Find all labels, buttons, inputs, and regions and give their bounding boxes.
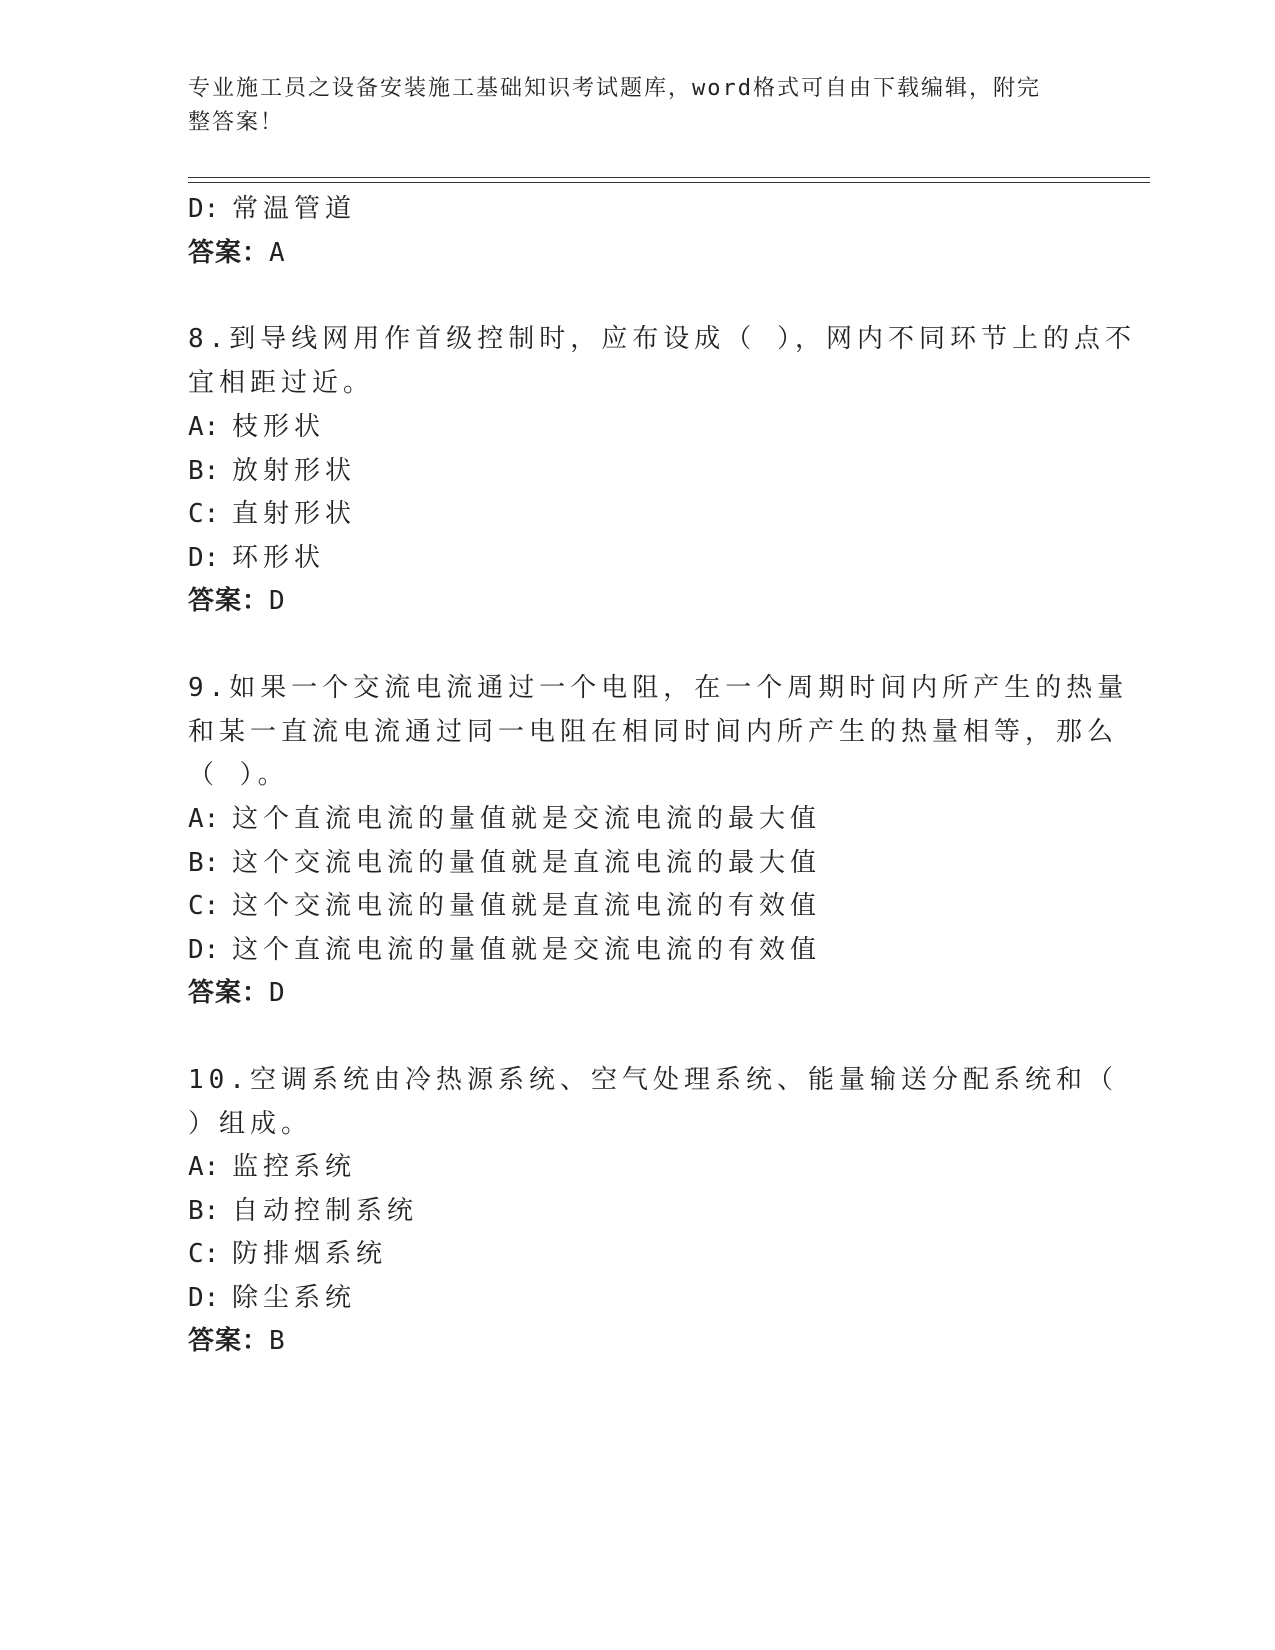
- answer-line: [188, 236, 287, 270]
- option-letter: D:: [188, 935, 220, 965]
- question-8-option-b: [188, 454, 356, 488]
- option-text: 常温管道: [232, 194, 357, 224]
- option-letter: D:: [188, 543, 220, 573]
- answer-label: 答案：: [188, 978, 270, 1008]
- answer-value: A: [269, 238, 287, 268]
- answer-value: D: [269, 586, 287, 616]
- question-10-option-a: [188, 1150, 356, 1184]
- question-8-stem-line-1: 8.到导线网用作首级控制时，应布设成（ ），网内不同环节上的点不: [188, 324, 1136, 354]
- option-text: 除尘系统: [232, 1283, 357, 1313]
- option-letter: A:: [188, 1152, 220, 1182]
- option-d: [188, 192, 356, 226]
- question-8-answer: [188, 584, 287, 618]
- question-8-option-d: [188, 541, 325, 575]
- option-letter: D:: [188, 1283, 220, 1313]
- answer-label: 答案：: [188, 1326, 270, 1356]
- question-9-option-c: [188, 889, 821, 923]
- option-text: 这个直流电流的量值就是交流电流的有效值: [232, 935, 822, 965]
- option-letter: A:: [188, 804, 220, 834]
- document-header: [188, 72, 1068, 140]
- option-letter: C:: [188, 891, 220, 921]
- question-10-option-c: [188, 1237, 387, 1271]
- option-text: 自动控制系统: [232, 1196, 419, 1226]
- question-8-option-a: [188, 410, 325, 444]
- option-letter: C:: [188, 499, 220, 529]
- question-9-option-b: [188, 846, 821, 880]
- header-divider-bottom: [188, 182, 1150, 183]
- option-letter: B:: [188, 1196, 220, 1226]
- option-letter: A:: [188, 412, 220, 442]
- option-letter: B:: [188, 456, 220, 486]
- header-line-2: 整答案！: [188, 110, 285, 135]
- option-text: 枝形状: [232, 412, 326, 442]
- answer-value: D: [269, 978, 287, 1008]
- question-9-option-d: [188, 933, 821, 967]
- option-text: 直射形状: [232, 499, 357, 529]
- question-9-stem-line-2: 和某一直流电流通过同一电阻在相同时间内所产生的热量相等，那么: [188, 717, 1119, 747]
- question-9-option-a: [188, 802, 821, 836]
- option-letter: D:: [188, 194, 220, 224]
- question-10-stem-line-1: 10.空调系统由冷热源系统、空气处理系统、能量输送分配系统和（: [188, 1065, 1118, 1095]
- question-9-answer: [188, 976, 287, 1010]
- option-text: 放射形状: [232, 456, 357, 486]
- question-8-stem-line-2: 宜相距过近。: [188, 368, 375, 398]
- option-letter: C:: [188, 1239, 220, 1269]
- option-text: 监控系统: [232, 1152, 357, 1182]
- option-text: 防排烟系统: [232, 1239, 388, 1269]
- question-9-stem-line-1: 9.如果一个交流电流通过一个电阻，在一个周期时间内所产生的热量: [188, 673, 1129, 703]
- option-text: 这个直流电流的量值就是交流电流的最大值: [232, 804, 822, 834]
- question-10-option-b: [188, 1194, 418, 1228]
- option-letter: B:: [188, 848, 220, 878]
- question-10-option-d: [188, 1281, 356, 1315]
- answer-label: 答案：: [188, 586, 270, 616]
- header-line-1: 专业施工员之设备安装施工基础知识考试题库，word格式可自由下载编辑，附完: [188, 76, 1041, 101]
- header-divider-top: [188, 177, 1150, 178]
- question-10-answer: [188, 1324, 287, 1358]
- answer-value: B: [269, 1326, 287, 1356]
- question-9-stem-line-3: （ ）。: [188, 760, 289, 790]
- question-8-option-c: [188, 497, 356, 531]
- question-10-stem-line-2: ）组成。: [188, 1109, 313, 1139]
- option-text: 环形状: [232, 543, 326, 573]
- option-text: 这个交流电流的量值就是直流电流的最大值: [232, 848, 822, 878]
- answer-label: 答案：: [188, 238, 270, 268]
- option-text: 这个交流电流的量值就是直流电流的有效值: [232, 891, 822, 921]
